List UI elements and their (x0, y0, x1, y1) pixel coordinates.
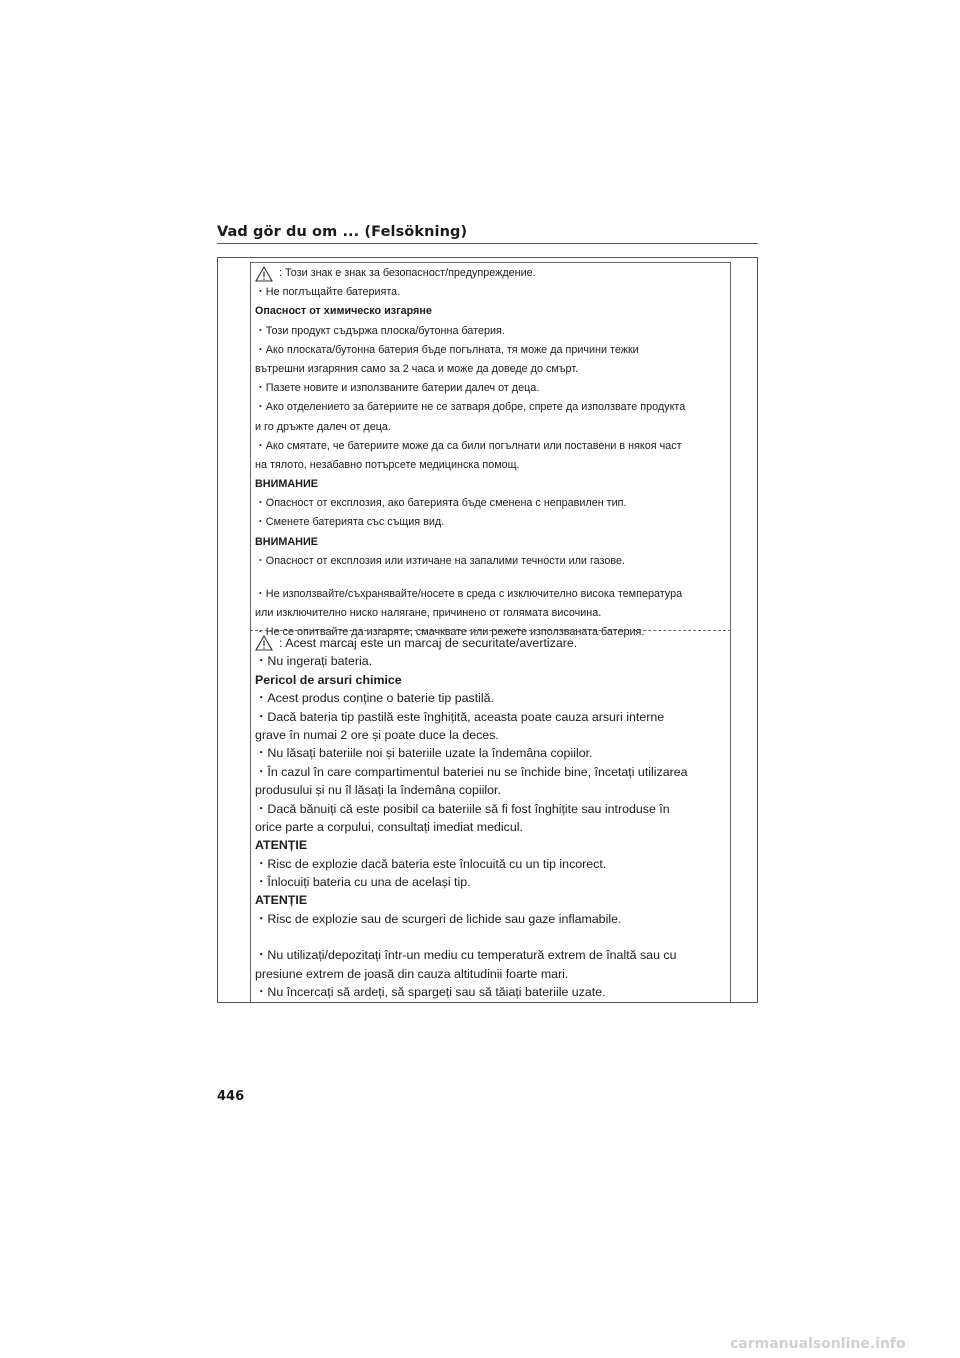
text-line: ・Ако смятате, че батериите може да са били погълнати или поставени в някоя част (255, 439, 682, 452)
text-line: ・Ако отделението за батериите не се затваря добре, спрете да използвате продукта (255, 401, 686, 414)
text-line: grave în numai 2 ore și poate duce la deces. (255, 727, 499, 742)
text-line: ・Не се опитвайте да изгаряте, смачквате или режете използваната батерия. (255, 626, 645, 639)
text-line: ・Nu lăsați bateriile noi și bateriile uzate la îndemâna copiilor. (255, 746, 593, 761)
header-rule (217, 243, 758, 244)
section-divider (250, 630, 731, 631)
text-line: ・Този продукт съдържа плоска/бутонна батерия. (255, 324, 505, 337)
text-line: orice parte a corpului, consultați imediat medicul. (255, 819, 523, 834)
text-line: presiune extrem de joasă din cauza altitudinii foarte mari. (255, 966, 569, 981)
spacer (255, 928, 729, 946)
text-line: ・Risc de explozie dacă bateria este înlocuită cu un tip incorect. (255, 856, 607, 871)
warning-triangle-icon (255, 266, 273, 282)
text-line: ・Пазете новите и използваните батерии далеч от деца. (255, 382, 540, 395)
spacer (255, 571, 729, 585)
text-line: ・Nu ingerați bateria. (255, 654, 373, 669)
page-number: 446 (217, 1089, 245, 1104)
text-line: ・Опасност от експлозия или изтичане на запалими течности или газове. (255, 554, 626, 567)
watermark: carmanualsonline.info (730, 1336, 906, 1352)
text-line: и го дръжте далеч от деца. (255, 420, 391, 433)
warning-text: : Този знак е знак за безопасност/предупреждение. (279, 267, 536, 279)
warning-text: : Acest marcaj este un marcaj de securitate/avertizare. (279, 636, 578, 650)
text-line: ・Risc de explozie sau de scurgeri de lichide sau gaze inflamabile. (255, 911, 622, 926)
section-heading: ATENȚIE (255, 838, 308, 853)
text-line: ・Ако плоската/бутонна батерия бъде погълната, тя може да причини тежки (255, 343, 639, 356)
text-line: ・Nu încercați să ardeți, să spargeți sau să tăiați bateriile uzate. (255, 985, 606, 1000)
text-line: ・Dacă bănuiți că este posibil ca bateriile să fi fost înghițite sau introduse în (255, 801, 670, 816)
warning-line-ro (255, 634, 729, 652)
section-heading: Опасност от химическо изгаряне (255, 305, 432, 318)
text-line: ・Înlocuiți bateria cu una de același tip. (255, 875, 471, 890)
text-line: ・Не използвайте/съхранявайте/носете в среда с изключително висока температура (255, 588, 683, 600)
text-line: ・În cazul în care compartimentul bateriei nu se închide bine, încetați utilizarea (255, 764, 688, 779)
page-title: Vad gör du om ... (Felsökning) (217, 224, 468, 240)
text-line: ・Dacă bateria tip pastilă este înghițită, aceasta poate cauza arsuri interne (255, 709, 665, 724)
text-line: ・Nu utilizați/depozitați într-un mediu cu temperatură extrem de înaltă sau cu (255, 948, 677, 963)
section-heading: ATENȚIE (255, 893, 308, 908)
text-line: ・Сменете батерията със същия вид. (255, 516, 445, 529)
text-line: ・Acest produs conține o baterie tip pastilă. (255, 691, 494, 706)
text-line: produsului și nu îl lăsați la îndemâna copiilor. (255, 783, 501, 798)
section-heading: ВНИМАНИЕ (255, 478, 318, 491)
warning-triangle-icon (255, 635, 273, 651)
bulgarian-section (255, 264, 729, 643)
text-line: на тялото, незабавно потърсете медицинска помощ. (255, 458, 520, 471)
section-heading: Pericol de arsuri chimice (255, 672, 402, 687)
text-line: вътрешни изгаряния само за 2 часа и може да доведе до смърт. (255, 362, 579, 375)
warning-line-bg (255, 264, 729, 283)
section-heading: ВНИМАНИЕ (255, 535, 318, 548)
romanian-section (255, 634, 729, 1001)
text-line: ・Опасност от експлозия, ако батерията бъде сменена с неправилен тип. (255, 497, 627, 510)
text-line: ・Не поглъщайте батерията. (255, 286, 401, 299)
text-line: или изключително ниско налягане, причинено от голямата височина. (255, 607, 602, 620)
